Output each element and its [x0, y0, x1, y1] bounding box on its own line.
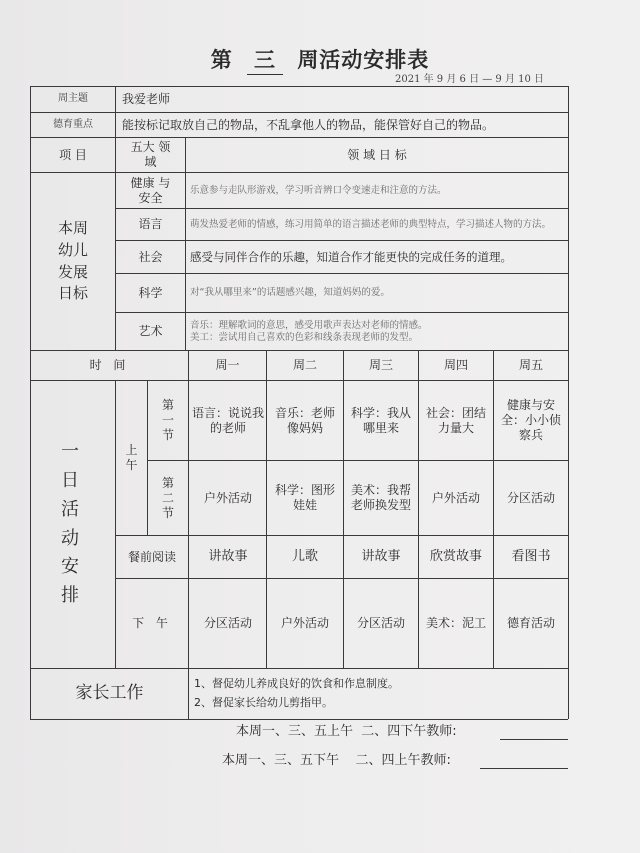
target-header: 领 域 日 标: [347, 147, 407, 162]
day-header-thu: 周四: [443, 358, 468, 372]
session2-fri: 分区活动: [506, 490, 555, 505]
goal-domain-language: 语言: [138, 217, 163, 231]
signature-line-2: [480, 768, 568, 769]
reading-thu: 欣赏故事: [429, 548, 482, 564]
theme-value: 我爱老师: [122, 92, 171, 106]
signature-line-1: [500, 739, 568, 740]
divider: [188, 668, 189, 719]
session1-mon: 语言：说说我的老师: [192, 405, 265, 435]
divider: [418, 350, 419, 668]
reading-fri: 看图书: [511, 548, 551, 564]
parents-label: 家长工作: [75, 683, 144, 704]
domains-header: 五大 领 域: [130, 140, 171, 169]
session2-wed: 美术：我帮老师换发型: [350, 483, 411, 512]
parents-item: 1、督促幼儿养成良好的饮食和作息制度。: [194, 677, 399, 691]
title-suffix: 周活动安排表: [297, 48, 430, 72]
goal-domain-social: 社会: [138, 249, 163, 264]
reading-tue: 儿歌: [291, 548, 318, 564]
goal-target-health: 乐意参与走队形游戏，学习听音辨口令变速走和注意的方法。: [190, 184, 447, 196]
afternoon-label: 下 午: [132, 616, 172, 630]
goal-domain-health: 健康 与安全: [130, 175, 171, 205]
afternoon-tue: 户外活动: [280, 616, 329, 630]
session2-label: 第二节: [161, 475, 174, 520]
daily-activity-label: 一 日 活 动 安 排: [61, 441, 85, 607]
day-header-tue: 周二: [292, 358, 317, 372]
item-header: 项 目: [59, 147, 87, 162]
divider: [343, 350, 344, 668]
session1-wed: 科学：我从哪里来: [350, 405, 411, 435]
moral-label: 德育重点: [53, 118, 93, 130]
goal-target-language: 萌发热爱老师的情感，练习用简单的语言描述老师的典型特点，学习描述人物的方法。: [190, 218, 552, 230]
teacher-line-1: 本周一、三、五上午 二、四下午教师:: [236, 724, 457, 739]
session1-label: 第一节: [161, 398, 174, 442]
time-header: 时 间: [89, 358, 130, 372]
parents-item: 2、督促家长给幼儿剪指甲。: [194, 696, 333, 709]
morning-label: 上午: [125, 443, 138, 472]
moral-value: 能按标记取放自己的物品，不乱拿他人的物品，能保管好自己的物品。: [122, 117, 495, 132]
reading-wed: 讲故事: [361, 548, 401, 564]
goal-target-art: [190, 313, 566, 350]
goal-domain-art: 艺术: [138, 324, 163, 338]
goal-target-science: 对“我从哪里来”的话题感兴趣，知道妈妈的爱。: [190, 287, 390, 299]
goal-art-craft: 美工：尝试用自己喜欢的色彩和线条表现老师的发型。: [190, 331, 419, 343]
afternoon-wed: 分区活动: [356, 616, 405, 630]
reading-label: 餐前阅读: [127, 549, 176, 564]
session1-thu: 社会：团结力量大: [425, 405, 486, 435]
session1-fri: 健康与安全：小小侦察兵: [500, 398, 561, 442]
parents-items: [194, 669, 564, 719]
goal-domain-science: 科学: [138, 285, 163, 300]
session2-tue: 科学：图形娃娃: [274, 483, 335, 512]
day-header-wed: 周三: [368, 358, 393, 372]
afternoon-fri: 德育活动: [506, 616, 555, 630]
divider: [266, 350, 267, 668]
day-header-fri: 周五: [518, 358, 543, 372]
afternoon-thu: 美术：泥工: [425, 616, 486, 630]
afternoon-mon: 分区活动: [203, 616, 252, 630]
session1-tue: 音乐：老师像妈妈: [274, 405, 335, 435]
session2-thu: 户外活动: [431, 490, 480, 505]
session2-mon: 户外活动: [203, 490, 252, 505]
divider: [493, 350, 494, 668]
title-prefix: 第: [210, 48, 233, 72]
reading-mon: 讲故事: [208, 548, 248, 564]
goal-art-music: 音乐：理解歌词的意思，感受用歌声表达对老师的情感。: [190, 319, 428, 331]
goals-section-label: 本周 幼儿 发展 日标: [57, 219, 88, 303]
goal-target-social: 感受与同伴合作的乐趣，知道合作才能更快的完成任务的道理。: [190, 249, 512, 264]
divider: [188, 350, 189, 668]
day-header-mon: 周一: [215, 358, 240, 372]
week-number: 三: [247, 44, 283, 75]
divider: [115, 86, 116, 137]
table-border-right: [568, 86, 569, 719]
teacher-line-2: 本周一、三、五下午 二、四上午教师:: [222, 753, 451, 768]
date-range: 2021 年 9 月 6 日 — 9 月 10 日: [395, 74, 545, 85]
theme-label: 周主题: [58, 93, 88, 105]
